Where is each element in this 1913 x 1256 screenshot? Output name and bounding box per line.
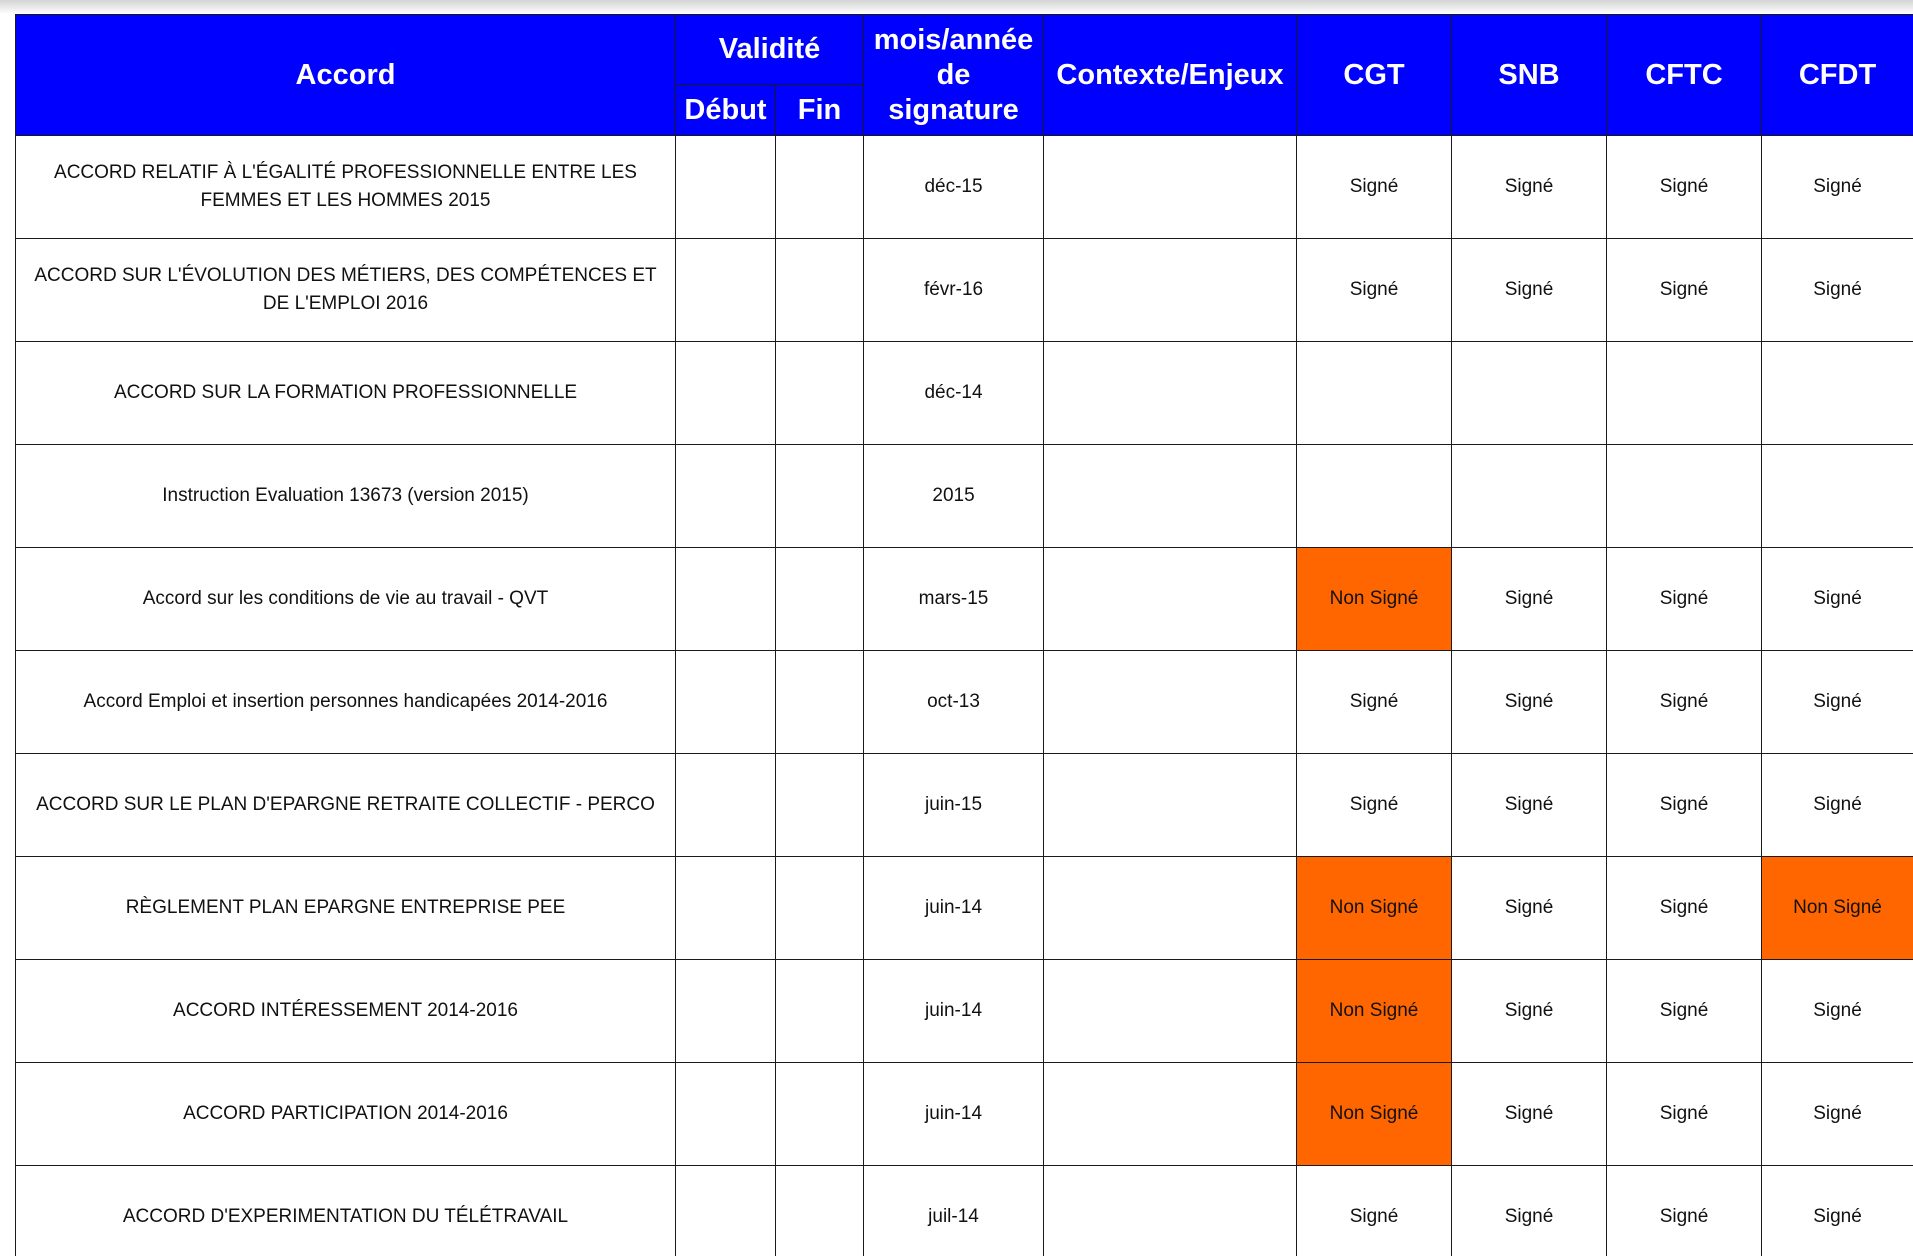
- accords-table: [15, 14, 1913, 1256]
- cell-status-snb: Signé: [1452, 1063, 1607, 1166]
- cell-debut: [676, 548, 776, 651]
- cell-contexte: [1044, 342, 1297, 445]
- cell-debut: [676, 342, 776, 445]
- table-row: [16, 1166, 1913, 1256]
- cell-status-cgt: Signé: [1297, 239, 1452, 342]
- cell-debut: [676, 445, 776, 548]
- header-contexte: Contexte/Enjeux: [1044, 15, 1297, 136]
- cell-status-cftc: Signé: [1607, 651, 1762, 754]
- cell-status-cfdt: Signé: [1762, 651, 1913, 754]
- cell-fin: [776, 239, 864, 342]
- cell-debut: [676, 754, 776, 857]
- cell-signature-date: oct-13: [864, 651, 1044, 754]
- cell-status-cftc: Signé: [1607, 548, 1762, 651]
- cell-status-cfdt: Signé: [1762, 548, 1913, 651]
- cell-status-cgt: [1297, 342, 1452, 445]
- cell-status-cftc: Signé: [1607, 1166, 1762, 1256]
- cell-signature-date: févr-16: [864, 239, 1044, 342]
- cell-contexte: [1044, 754, 1297, 857]
- cell-contexte: [1044, 1166, 1297, 1256]
- cell-contexte: [1044, 857, 1297, 960]
- cell-accord: ACCORD SUR L'ÉVOLUTION DES MÉTIERS, DES COMPÉTENCES ET DE L'EMPLOI 2016: [16, 239, 676, 342]
- header-validite: Validité: [676, 15, 864, 85]
- cell-contexte: [1044, 651, 1297, 754]
- cell-accord: ACCORD D'EXPERIMENTATION DU TÉLÉTRAVAIL: [16, 1166, 676, 1256]
- cell-status-snb: [1452, 342, 1607, 445]
- header-cftc: CFTC: [1607, 15, 1762, 136]
- header-signature-date: mois/année de signature: [864, 15, 1044, 136]
- cell-debut: [676, 857, 776, 960]
- cell-fin: [776, 548, 864, 651]
- cell-signature-date: déc-14: [864, 342, 1044, 445]
- cell-signature-date: mars-15: [864, 548, 1044, 651]
- cell-status-cftc: [1607, 342, 1762, 445]
- table-body: [16, 136, 1913, 1256]
- cell-status-cgt: Non Signé: [1297, 857, 1452, 960]
- cell-status-snb: Signé: [1452, 651, 1607, 754]
- cell-status-cgt: Non Signé: [1297, 960, 1452, 1063]
- cell-accord: RÈGLEMENT PLAN EPARGNE ENTREPRISE PEE: [16, 857, 676, 960]
- cell-status-cgt: Signé: [1297, 754, 1452, 857]
- cell-status-cgt: Signé: [1297, 136, 1452, 239]
- cell-fin: [776, 960, 864, 1063]
- header-row: [16, 15, 1913, 85]
- cell-status-cfdt: [1762, 342, 1913, 445]
- cell-status-cgt: Signé: [1297, 651, 1452, 754]
- cell-fin: [776, 342, 864, 445]
- cell-status-cfdt: Non Signé: [1762, 857, 1913, 960]
- cell-contexte: [1044, 960, 1297, 1063]
- cell-fin: [776, 445, 864, 548]
- cell-debut: [676, 239, 776, 342]
- cell-status-cgt: [1297, 445, 1452, 548]
- table-row: [16, 548, 1913, 651]
- cell-contexte: [1044, 136, 1297, 239]
- cell-accord: Accord Emploi et insertion personnes handicapées 2014-2016: [16, 651, 676, 754]
- header-accord: Accord: [16, 15, 676, 136]
- cell-status-cftc: Signé: [1607, 754, 1762, 857]
- table-row: [16, 1063, 1913, 1166]
- cell-status-cftc: Signé: [1607, 239, 1762, 342]
- cell-status-snb: Signé: [1452, 136, 1607, 239]
- cell-status-snb: Signé: [1452, 857, 1607, 960]
- cell-status-cfdt: Signé: [1762, 239, 1913, 342]
- cell-fin: [776, 651, 864, 754]
- cell-status-snb: Signé: [1452, 960, 1607, 1063]
- cell-contexte: [1044, 445, 1297, 548]
- cell-accord: ACCORD SUR LA FORMATION PROFESSIONNELLE: [16, 342, 676, 445]
- header-debut: Début: [676, 85, 776, 136]
- header-cfdt: CFDT: [1762, 15, 1913, 136]
- cell-signature-date: juin-14: [864, 960, 1044, 1063]
- cell-debut: [676, 1063, 776, 1166]
- cell-status-snb: [1452, 445, 1607, 548]
- cell-status-cftc: Signé: [1607, 1063, 1762, 1166]
- table-row: [16, 445, 1913, 548]
- header-fin: Fin: [776, 85, 864, 136]
- cell-fin: [776, 136, 864, 239]
- cell-debut: [676, 960, 776, 1063]
- table-row: [16, 136, 1913, 239]
- cell-status-snb: Signé: [1452, 239, 1607, 342]
- cell-accord: Accord sur les conditions de vie au travail - QVT: [16, 548, 676, 651]
- table-row: [16, 239, 1913, 342]
- table-row: [16, 754, 1913, 857]
- cell-contexte: [1044, 239, 1297, 342]
- table-row: [16, 651, 1913, 754]
- cell-status-snb: Signé: [1452, 1166, 1607, 1256]
- cell-status-cgt: Non Signé: [1297, 548, 1452, 651]
- cell-signature-date: juin-15: [864, 754, 1044, 857]
- cell-contexte: [1044, 1063, 1297, 1166]
- cell-accord: ACCORD PARTICIPATION 2014-2016: [16, 1063, 676, 1166]
- cell-status-snb: Signé: [1452, 754, 1607, 857]
- cell-status-snb: Signé: [1452, 548, 1607, 651]
- cell-debut: [676, 651, 776, 754]
- header-cgt: CGT: [1297, 15, 1452, 136]
- cell-status-cftc: Signé: [1607, 136, 1762, 239]
- cell-status-cfdt: [1762, 445, 1913, 548]
- cell-accord: ACCORD RELATIF À L'ÉGALITÉ PROFESSIONNELLE ENTRE LES FEMMES ET LES HOMMES 2015: [16, 136, 676, 239]
- cell-signature-date: juin-14: [864, 1063, 1044, 1166]
- cell-status-cfdt: Signé: [1762, 1063, 1913, 1166]
- table-header: [16, 15, 1913, 136]
- cell-status-cfdt: Signé: [1762, 136, 1913, 239]
- cell-contexte: [1044, 548, 1297, 651]
- table-row: [16, 960, 1913, 1063]
- cell-debut: [676, 1166, 776, 1256]
- cell-status-cftc: Signé: [1607, 960, 1762, 1063]
- cell-signature-date: juil-14: [864, 1166, 1044, 1256]
- header-snb: SNB: [1452, 15, 1607, 136]
- cell-fin: [776, 1063, 864, 1166]
- table-row: [16, 342, 1913, 445]
- cell-signature-date: juin-14: [864, 857, 1044, 960]
- cell-status-cgt: Non Signé: [1297, 1063, 1452, 1166]
- cell-signature-date: 2015: [864, 445, 1044, 548]
- cell-accord: ACCORD INTÉRESSEMENT 2014-2016: [16, 960, 676, 1063]
- cell-status-cftc: Signé: [1607, 857, 1762, 960]
- cell-status-cgt: Signé: [1297, 1166, 1452, 1256]
- cell-accord: Instruction Evaluation 13673 (version 2015): [16, 445, 676, 548]
- cell-status-cfdt: Signé: [1762, 1166, 1913, 1256]
- table-row: [16, 857, 1913, 960]
- cell-fin: [776, 1166, 864, 1256]
- cell-signature-date: déc-15: [864, 136, 1044, 239]
- cell-status-cfdt: Signé: [1762, 754, 1913, 857]
- cell-status-cfdt: Signé: [1762, 960, 1913, 1063]
- cell-status-cftc: [1607, 445, 1762, 548]
- cell-debut: [676, 136, 776, 239]
- cell-fin: [776, 857, 864, 960]
- cell-accord: ACCORD SUR LE PLAN D'EPARGNE RETRAITE COLLECTIF - PERCO: [16, 754, 676, 857]
- cell-fin: [776, 754, 864, 857]
